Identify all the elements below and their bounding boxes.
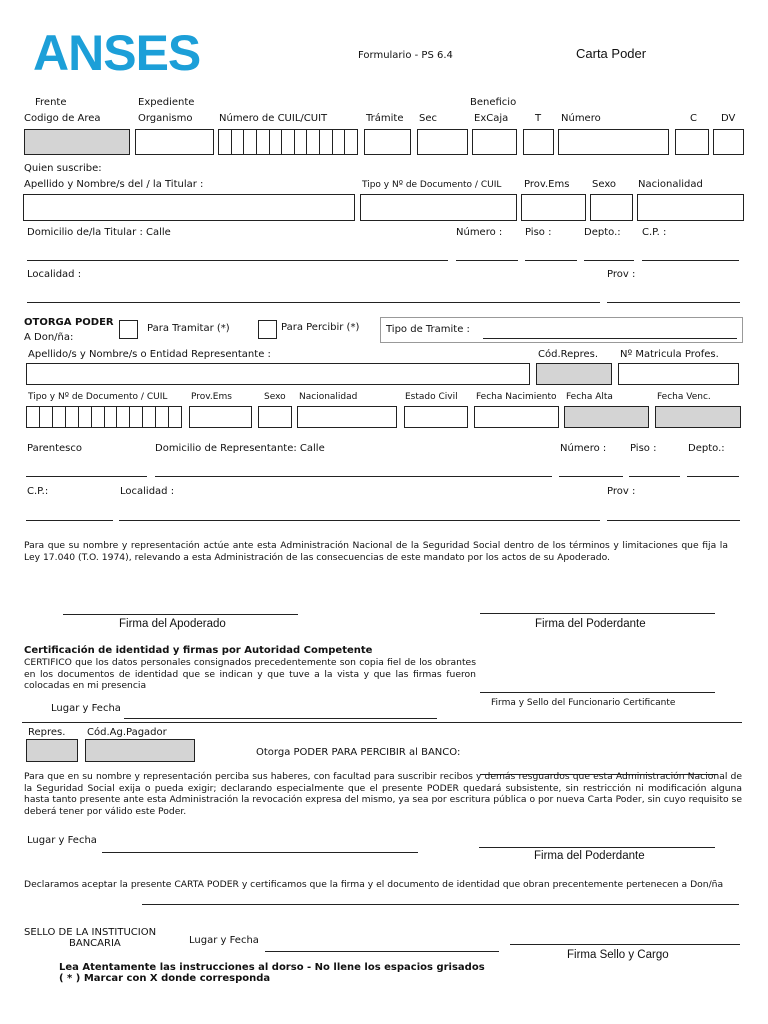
otorga-poder-heading: OTORGA PODER	[24, 317, 114, 328]
label-para-tramitar: Para Tramitar (*)	[147, 323, 230, 334]
label-nacionalidad-representante: Nacionalidad	[299, 392, 358, 402]
lugar-fecha-cert-line[interactable]	[124, 718, 437, 719]
codigo-area-field	[24, 129, 130, 155]
label-expediente: Expediente	[138, 97, 195, 108]
label-otorga-banco: Otorga PODER PARA PERCIBIR al BANCO:	[256, 747, 461, 758]
label-firma-sello-cargo: Firma Sello y Cargo	[567, 949, 669, 961]
sexo-titular-field[interactable]	[590, 194, 633, 221]
page-title: Carta Poder	[576, 46, 647, 61]
firma-poderdante-banco-line[interactable]	[479, 847, 715, 848]
lugar-fecha-banco-line[interactable]	[102, 852, 418, 853]
label-firma-poderdante: Firma del Poderdante	[535, 618, 646, 630]
label-domicilio-titular: Domicilio de/la Titular : Calle	[27, 227, 171, 238]
label-numero-representante: Número :	[560, 443, 607, 454]
firma-poderdante-line[interactable]	[480, 613, 715, 614]
label-piso-representante: Piso :	[630, 443, 657, 454]
tipo-tramite-line[interactable]	[483, 338, 737, 339]
label-codigo-area: Codigo de Area	[24, 113, 101, 124]
localidad-titular-line[interactable]	[27, 302, 600, 303]
sexo-representante-field[interactable]	[258, 406, 292, 428]
label-parentesco: Parentesco	[27, 443, 82, 454]
cod-repres-field	[536, 363, 612, 385]
organismo-field[interactable]	[135, 129, 214, 155]
label-nacionalidad-titular: Nacionalidad	[638, 179, 703, 190]
label-estado-civil: Estado Civil	[405, 392, 458, 402]
prov-titular-line[interactable]	[607, 302, 740, 303]
label-fecha-venc: Fecha Venc.	[657, 392, 711, 402]
label-apellido-representante: Apellido/s y Nombre/s o Entidad Representante :	[28, 349, 271, 360]
depto-titular-line[interactable]	[584, 260, 634, 261]
label-cp-titular: C.P. :	[642, 227, 667, 238]
certificacion-text: CERTIFICO que los datos personales consignados precedentemente son copia fiel de los obrantes en los documentos de identidad que se indican y que tuve a la vista y que las firmas fueron colocadas en mi presencia	[24, 657, 476, 692]
firma-funcionario-line[interactable]	[480, 692, 715, 693]
label-localidad-titular: Localidad :	[27, 269, 82, 280]
mandato-text: Para que su nombre y representación actúe ante esta Administración Nacional de la Seguridad Social dentro de los términos y limitaciones que fija la Ley 17.040 (T.O. 1974), relevando a esta Administración de las consecuencias de este mandato por los actos de su Apoderado.	[24, 540, 728, 563]
label-sexo-representante: Sexo	[264, 392, 286, 402]
label-frente: Frente	[35, 97, 67, 108]
label-para-percibir: Para Percibir (*)	[281, 322, 360, 333]
numero-titular-line[interactable]	[456, 260, 518, 261]
numero-beneficio-field[interactable]	[558, 129, 669, 155]
label-firma-poderdante-banco: Firma del Poderdante	[534, 850, 645, 862]
banco-name-line[interactable]	[480, 774, 718, 775]
section-divider	[22, 722, 742, 723]
label-sello-institucion: SELLO DE LA INSTITUCION	[24, 927, 157, 938]
footer-marcar-x: ( * ) Marcar con X donde corresponda	[59, 973, 271, 984]
label-depto-representante: Depto.:	[688, 443, 725, 454]
label-domicilio-representante: Domicilio de Representante: Calle	[155, 443, 325, 454]
tramite-field[interactable]	[364, 129, 411, 155]
label-prov-ems-representante: Prov.Ems	[191, 392, 232, 402]
firma-sello-cargo-line[interactable]	[510, 944, 740, 945]
label-organismo: Organismo	[138, 113, 193, 124]
label-fecha-nacimiento: Fecha Nacimiento	[476, 392, 557, 402]
label-cp-representante: C.P.:	[27, 486, 49, 497]
tipo-doc-representante-field[interactable]	[26, 406, 182, 428]
label-quien-suscribe: Quien suscribe:	[24, 163, 102, 174]
label-repres-banco: Repres.	[28, 727, 66, 738]
label-firma-apoderado: Firma del Apoderado	[119, 618, 226, 630]
localidad-representante-line[interactable]	[119, 520, 600, 521]
repres-banco-field	[26, 739, 78, 762]
anses-logo: ANSES	[33, 25, 201, 81]
label-piso-titular: Piso :	[525, 227, 552, 238]
cp-representante-line[interactable]	[26, 520, 113, 521]
excaja-field[interactable]	[472, 129, 517, 155]
label-dv: DV	[721, 113, 736, 124]
form-id: Formulario - PS 6.4	[358, 50, 453, 61]
banco-text: Para que en su nombre y representación perciba sus haberes, con facultad para suscribir recibos y demás resguardos que esta Administración Nacional de la Seguridad Social exija o pueda exigir; declarando especialmente que el presente PODER quedará subsistente, sin restricción ni modificación alguna hasta tanto presente ante esta Administración la revocación expresa del mismo, ya sea por escritura pública o por nueva Carta Poder, sin cuyo requisito se deberá tener por válido este Poder.	[24, 771, 742, 817]
piso-representante-line[interactable]	[629, 476, 680, 477]
label-prov-ems-titular: Prov.Ems	[524, 179, 570, 190]
nacionalidad-titular-field[interactable]	[637, 194, 744, 221]
numero-representante-line[interactable]	[559, 476, 623, 477]
label-tipo-doc-representante: Tipo y Nº de Documento / CUIL	[28, 392, 168, 402]
label-apellido-titular: Apellido y Nombre/s del / la Titular :	[24, 179, 204, 190]
apellido-representante-field[interactable]	[26, 363, 530, 385]
label-sec: Sec	[419, 113, 437, 124]
firma-apoderado-line[interactable]	[63, 614, 298, 615]
lugar-fecha-banco-2-line[interactable]	[265, 951, 499, 952]
label-sexo-titular: Sexo	[592, 179, 617, 190]
label-fecha-alta: Fecha Alta	[566, 392, 613, 402]
label-lugar-fecha-banco-2: Lugar y Fecha	[189, 935, 259, 946]
label-lugar-fecha-cert: Lugar y Fecha	[51, 703, 121, 714]
para-tramitar-checkbox[interactable]	[119, 320, 138, 339]
prov-ems-representante-field[interactable]	[189, 406, 252, 428]
label-t: T	[535, 113, 542, 124]
label-cod-repres: Cód.Repres.	[538, 349, 599, 360]
para-percibir-checkbox[interactable]	[258, 320, 277, 339]
label-tipo-tramite: Tipo de Tramite :	[386, 324, 470, 335]
label-beneficio: Beneficio	[470, 97, 517, 108]
cuil-field[interactable]	[218, 129, 358, 155]
label-tramite: Trámite	[366, 113, 404, 124]
fecha-alta-field	[564, 406, 649, 428]
fecha-nacimiento-field[interactable]	[474, 406, 559, 428]
dv-field[interactable]	[713, 129, 744, 155]
depto-representante-line[interactable]	[687, 476, 739, 477]
label-numero-beneficio: Número	[561, 113, 601, 124]
label-cod-ag-pagador: Cód.Ag.Pagador	[87, 727, 167, 738]
label-lugar-fecha-banco: Lugar y Fecha	[27, 835, 97, 846]
prov-representante-line[interactable]	[607, 520, 740, 521]
label-a-don: A Don/ña:	[24, 332, 74, 343]
prov-ems-titular-field[interactable]	[521, 194, 586, 221]
footer-instrucciones: Lea Atentamente las instrucciones al dorso - No llene los espacios grisados	[59, 962, 485, 973]
domicilio-representante-line[interactable]	[155, 476, 552, 477]
label-c: C	[690, 113, 697, 124]
label-excaja: ExCaja	[474, 113, 509, 124]
don-na-line[interactable]	[142, 904, 739, 905]
certificacion-heading: Certificación de identidad y firmas por Autoridad Competente	[24, 645, 373, 656]
tipo-doc-titular-field[interactable]	[360, 194, 517, 221]
estado-civil-field[interactable]	[404, 406, 468, 428]
label-bancaria: BANCARIA	[69, 938, 121, 949]
label-matricula: Nº Matricula Profes.	[620, 349, 719, 360]
label-tipo-doc-titular: Tipo y Nº de Documento / CUIL	[362, 180, 502, 190]
cp-titular-line[interactable]	[642, 260, 739, 261]
sec-field[interactable]	[417, 129, 468, 155]
parentesco-line[interactable]	[26, 476, 147, 477]
c-field[interactable]	[675, 129, 709, 155]
matricula-field[interactable]	[618, 363, 739, 385]
label-prov-titular: Prov :	[607, 269, 636, 280]
label-localidad-representante: Localidad :	[120, 486, 175, 497]
apellido-titular-field[interactable]	[23, 194, 355, 221]
nacionalidad-representante-field[interactable]	[297, 406, 397, 428]
label-firma-funcionario: Firma y Sello del Funcionario Certificante	[491, 698, 676, 708]
piso-titular-line[interactable]	[525, 260, 577, 261]
cod-ag-pagador-field	[85, 739, 195, 762]
label-prov-representante: Prov :	[607, 486, 636, 497]
t-field[interactable]	[523, 129, 554, 155]
label-cuil: Número de CUIL/CUIT	[219, 113, 328, 124]
label-numero-titular: Número :	[456, 227, 503, 238]
domicilio-titular-line[interactable]	[27, 260, 448, 261]
label-depto-titular: Depto.:	[584, 227, 621, 238]
declaramos-text: Declaramos aceptar la presente CARTA PODER y certificamos que la firma y el documento de identidad que obran precentemente pertenecen a Don/ña	[24, 879, 724, 890]
fecha-venc-field	[655, 406, 741, 428]
